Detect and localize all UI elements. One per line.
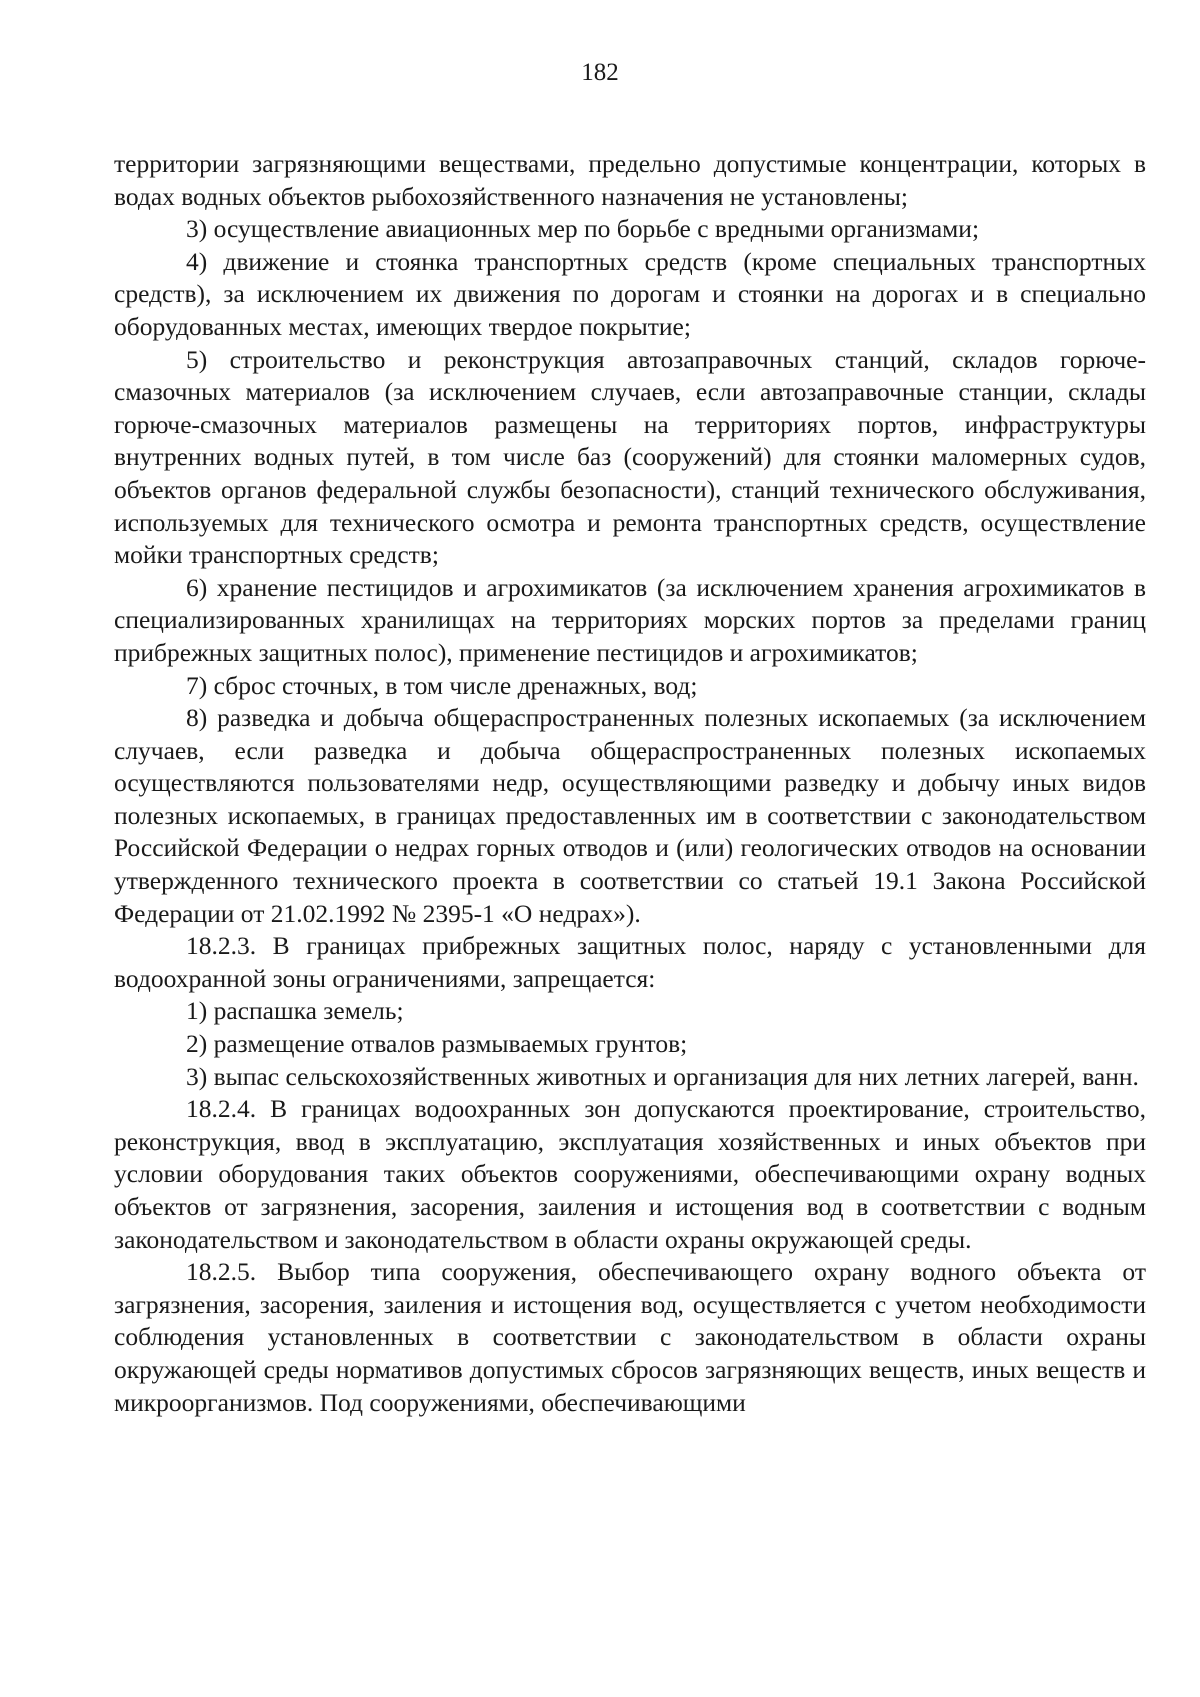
- list-item-5-fuel-stations: 5) строительство и реконструкция автозаправочных станций, складов горюче-смазочных материалов (за исключением случаев, если автозаправочные станции, склады горюче-смазочных материалов размещены на территориях портов, инфраструктуры внутренних водных путей, в том числе баз (сооружений) для стоянки маломерных судов, объектов органов федеральной службы безопасности), станций технического обслуживания, используемых для технического осмотра и ремонта транспортных средств, осуществление мойки транспортных средств;: [114, 344, 1146, 570]
- page-number: 182: [581, 59, 619, 86]
- document-body: [114, 148, 1146, 1419]
- section-18-2-4: 18.2.4. В границах водоохранных зон допускаются проектирование, строительство, реконструкция, ввод в эксплуатацию, эксплуатация хозяйственных и иных объектов при условии оборудования таких объектов сооружениями, обеспечивающими охрану водных объектов от загрязнения, засорения, заиления и истощения вод в соответствии с водным законодательством и законодательством в области охраны окружающей среды.: [114, 1094, 1146, 1254]
- list-item-3-aviation-measures: 3) осуществление авиационных мер по борьбе с вредными организмами;: [186, 214, 980, 244]
- list-item-3-grazing: 3) выпас сельскохозяйственных животных и организация для них летних лагерей, ванн.: [186, 1061, 1139, 1091]
- list-item-6-pesticides: 6) хранение пестицидов и агрохимикатов (за исключением хранения агрохимикатов в специализированных хранилищах на территориях морских портов за пределами границ прибрежных защитных полос), применение пестицидов и агрохимикатов;: [114, 572, 1146, 667]
- list-item-8-mining: 8) разведка и добыча общераспространенных полезных ископаемых (за исключением случаев, если разведка и добыча общераспространенных полезных ископаемых осуществляются пользователями недр, осуществляющими разведку и добычу иных видов полезных ископаемых, в границах предоставленных им в соответствии с законодательством Российской Федерации о недрах горных отводов и (или) геологических отводов на основании утвержденного технического проекта в соответствии со статьей 19.1 Закона Российской Федерации от 21.02.1992 № 2395-1 «О недрах»).: [114, 703, 1146, 928]
- section-18-2-5: 18.2.5. Выбор типа сооружения, обеспечивающего охрану водного объекта от загрязнения, засорения, заиления и истощения вод, осуществляется с учетом необходимости соблюдения установленных в соответствии с законодательством в области охраны окружающей среды нормативов допустимых сбросов загрязняющих веществ, иных веществ и микроорганизмов. Под сооружениями, обеспечивающими: [114, 1257, 1146, 1417]
- section-18-2-3: 18.2.3. В границах прибрежных защитных полос, наряду с установленными для водоохранной зоны ограничениями, запрещается:: [114, 931, 1146, 993]
- paragraph-continuation: территории загрязняющими веществами, предельно допустимые концентрации, которых в водах водных объектов рыбохозяйственного назначения не установлены;: [114, 149, 1146, 211]
- list-item-1-plowing: 1) распашка земель;: [186, 996, 404, 1026]
- list-item-4-vehicle-movement: 4) движение и стоянка транспортных средств (кроме специальных транспортных средств), за исключением их движения по дорогам и стоянки на дорогах и в специально оборудованных местах, имеющих твердое покрытие;: [114, 246, 1146, 341]
- list-item-7-wastewater: 7) сброс сточных, в том числе дренажных, вод;: [186, 670, 698, 700]
- list-item-2-dumps: 2) размещение отвалов размываемых грунтов;: [186, 1029, 688, 1059]
